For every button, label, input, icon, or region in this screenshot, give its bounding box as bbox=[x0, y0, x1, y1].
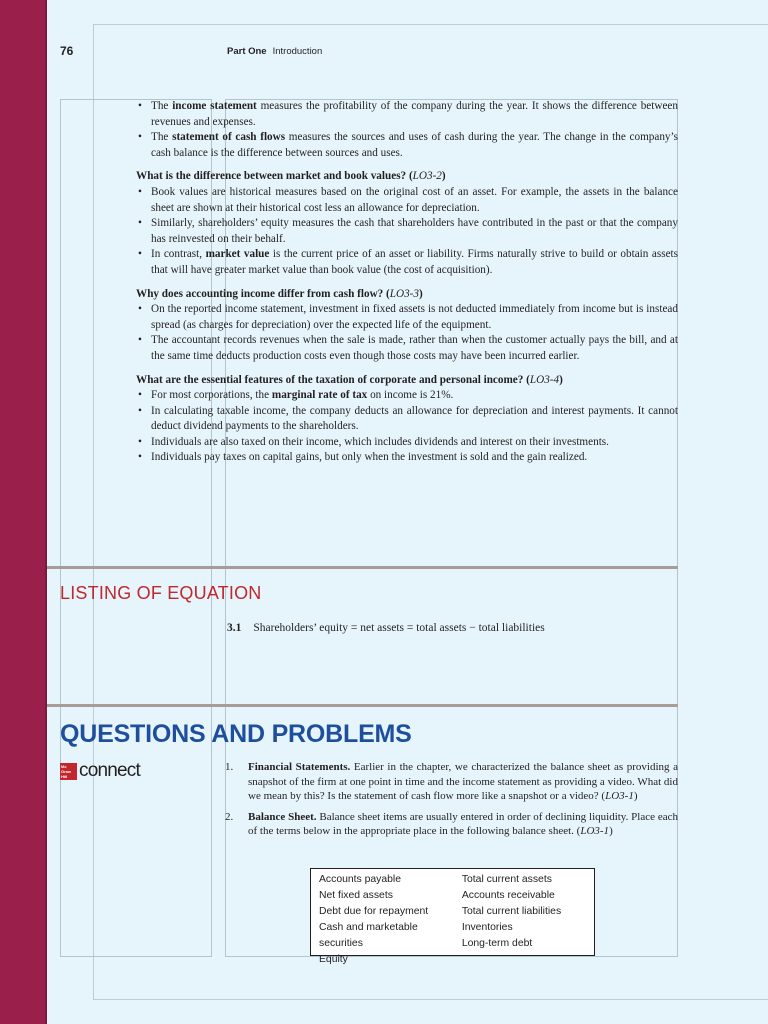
problems-list bbox=[225, 760, 678, 845]
summary-bullet: • In contrast, market value is the current price of an asset or liability. Firms naturally strive to build or obtain assets that will have greater market value than book value (the cost of acquisition). bbox=[136, 247, 678, 278]
summary-bullet-list bbox=[136, 388, 678, 466]
balance-sheet-term: Cash and marketable securities bbox=[319, 922, 418, 949]
balance-sheet-term: Accounts payable bbox=[319, 874, 402, 885]
learning-objective-ref: LO3-3 bbox=[389, 287, 419, 300]
mcgraw-hill-logo-icon: Mc Graw Hill bbox=[60, 763, 77, 780]
page-number: 76 bbox=[60, 44, 74, 58]
summary-question-heading: What is the difference between market and book values? (LO3-2) bbox=[136, 170, 446, 183]
section-rule bbox=[47, 566, 678, 569]
equation-number: 3.1 bbox=[227, 622, 242, 634]
summary-bullet: • On the reported income statement, investment in fixed assets is not deducted immediately from income but is instead spread (as charges for depreciation) over the expected life of the equipment. bbox=[136, 302, 678, 333]
summary-bullet: • Book values are historical measures based on the original cost of an asset. For example, the assets in the balance sheet are shown at their historical cost less an allowance for depreciation. bbox=[136, 185, 678, 216]
problem-item: 2. Balance Sheet. Balance sheet items are usually entered in order of declining liquidity. Place each of the terms below in the appropriate place in the following balance sheet. (LO3-1) bbox=[225, 810, 678, 838]
problem-title: Financial Statements. bbox=[248, 761, 351, 773]
equation-text: Shareholders’ equity = net assets = total assets − total liabilities bbox=[253, 622, 545, 634]
summary-bullet: • For most corporations, the marginal rate of tax on income is 21%. bbox=[136, 388, 678, 404]
problem-number: 2. bbox=[225, 810, 234, 823]
summary-bullet-list bbox=[136, 185, 678, 279]
problem-title: Balance Sheet. bbox=[248, 810, 317, 823]
problem-item: 1. Financial Statements. Earlier in the chapter, we characterized the balance sheet as providing a snapshot of the firm at one point in time and the income statement as providing a video. What did we mean by this? Is the statement of cash flow more like a snapshot or a video? (LO3-1) bbox=[225, 761, 678, 803]
balance-sheet-term: Equity bbox=[319, 954, 348, 965]
learning-objective-ref: LO3-4 bbox=[529, 373, 560, 386]
summary-bullet-list bbox=[136, 302, 678, 364]
listing-of-equation-title: LISTING OF EQUATION bbox=[60, 583, 262, 603]
summary-question-heading: What are the essential features of the taxation of corporate and personal income? (LO3-4) bbox=[136, 373, 563, 386]
problem-number: 1. bbox=[225, 761, 234, 773]
questions-and-problems-title: QUESTIONS AND PROBLEMS bbox=[60, 720, 412, 748]
learning-objective-ref: LO3-2 bbox=[412, 170, 442, 183]
summary-bullet: • Individuals are also taxed on their income, which includes dividends and interest on their investments. bbox=[136, 435, 678, 451]
balance-sheet-terms-box bbox=[310, 868, 595, 965]
terms-left-column bbox=[319, 872, 462, 965]
balance-sheet-term: Accounts receivable bbox=[461, 890, 555, 901]
section-rule bbox=[47, 704, 678, 707]
summary-question-heading: Why does accounting income differ from cash flow? (LO3-3) bbox=[136, 287, 423, 300]
book-spine-band bbox=[0, 0, 45, 1024]
key-term: market value bbox=[205, 248, 270, 261]
summary-bullet: • The accountant records revenues when the sale is made, rather than when the customer actually pays the bill, and at the same time deducts production costs even though those costs may have been incurred earlier. bbox=[136, 333, 678, 364]
equation-3-1 bbox=[227, 622, 545, 634]
summary-bullet: • The statement of cash flows measures the sources and uses of cash during the year. The change in the company’s cash balance is the difference between sources and uses. bbox=[136, 130, 678, 161]
learning-objective-ref: LO3-1 bbox=[605, 790, 634, 803]
balance-sheet-term: Total current assets bbox=[461, 874, 552, 885]
connect-logo bbox=[60, 760, 140, 782]
chapter-summary bbox=[136, 99, 678, 466]
summary-bullet: • Similarly, shareholders’ equity measures the cash that shareholders have contributed in the past or that the company has reinvested on their behalf. bbox=[136, 216, 678, 247]
learning-objective-ref: LO3-1 bbox=[580, 825, 610, 838]
summary-bullet-list bbox=[136, 99, 678, 161]
part-label: Part One bbox=[227, 46, 267, 57]
balance-sheet-term: Total current liabilities bbox=[461, 906, 562, 917]
key-term: statement of cash flows bbox=[172, 131, 286, 144]
key-term: income statement bbox=[172, 100, 257, 112]
summary-bullet: • The income statement measures the profitability of the company during the year. It shows the difference between revenues and expenses. bbox=[136, 99, 678, 130]
key-term: marginal rate of tax bbox=[271, 389, 368, 402]
summary-bullet: • Individuals pay taxes on capital gains, but only when the investment is sold and the gain realized. bbox=[136, 450, 678, 466]
balance-sheet-term: Net fixed assets bbox=[319, 890, 393, 901]
running-head bbox=[227, 46, 322, 57]
page bbox=[47, 0, 768, 1024]
terms-right-column bbox=[462, 872, 586, 952]
balance-sheet-term: Debt due for repayment bbox=[319, 906, 429, 917]
balance-sheet-term: Long-term debt bbox=[461, 938, 533, 949]
summary-bullet: • In calculating taxable income, the company deducts an allowance for depreciation and interest payments. It cannot deduct dividend payments to the shareholders. bbox=[136, 404, 678, 435]
part-title: Introduction bbox=[272, 46, 323, 57]
connect-wordmark: connect bbox=[79, 760, 140, 781]
balance-sheet-term: Inventories bbox=[461, 922, 513, 933]
